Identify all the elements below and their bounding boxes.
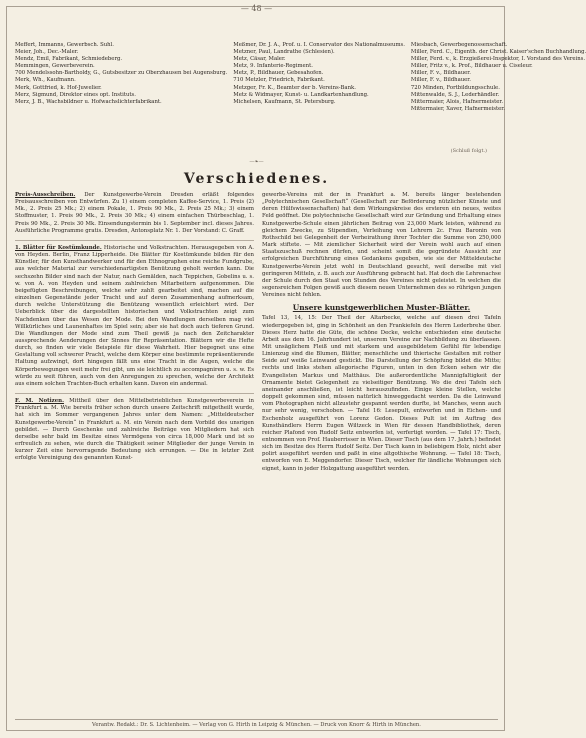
member-entry: Miller, Ferd. v., k. Erzgießerei-Inspektor, I. Vorstand des Vereins. <box>410 56 586 63</box>
page-number: — 48 — <box>240 4 273 13</box>
member-entry: Metz, Cäsar, Maler. <box>233 56 286 63</box>
book-text: Historische und Volkstrachten. Herausgegeben von A. von Heyden. Berlin, Franz Lipperheide. Die Blätter für Kostümkunde bilden für den Künstler, für den Kunsthandwerker und für den Ethnographen eine reiche Fundgrube, aus welcher Material zur verschiedenartigsten Benützung geholt werden kann. Die sechszehn Bilder sind nach der Natur, nach Gemälden, nach Teppichen, Gobelins u. s. w. von A. von Heyden und seinem zahlreichen Mitarbeitern aufgenommen. Die beigefügten Beschreibungen, welche sehr zahlt gearbeitet sind, machen auf die einzelnen Gegenstände jeder Tracht und auf deren Zusammenhang aufmerksam, durch welche Unterstützung die Benützung wesentlich erleichtert wird. Der Ueberblick über die dargestellten historischen und Volkstrachten zeigt zum Nachdenken über das Wesen der Mode. Bei den Wandlungen derselben mag viel Willkürliches und Launenhaftes im Spiel sein; aber sie hat doch auch tieferen Grund. Die Wandlungen der Mode sind zum Theil gewiß ja nach den Zeitcharakter aussprechende Aenderungen der Sinnes für Repräsentation. Blättern wir die Hefte durch, so finden wir viele Beispiele für diese Wahrheit. Hier begegnet uns eine Gestaltung voll schwerer Pracht, welche dem Körper eine bestimmte repräsentierende Haltung aufzwingt, dort hingegen fällt uns eine Tracht in die Augen, welche die Körperbewegungen weit mehr frei gibt, um sie leichtlich zu accompagniren u. s. w. Es würde zu weit führen, auch von den Anregungen zu sprechen, welche der Architekt aus einem solchen Trachten-Buch erhalten kann. Davon ein andermal. <box>15 244 254 387</box>
member-entry: Miller, Fritz v., k. Prof., Bildhauer u. Ciseleur. <box>410 63 533 70</box>
member-entry: 720 Minden, Fortbildungsschule. <box>410 84 500 91</box>
member-entry: Metz, P., Bildhauer, Gebesahofen. <box>233 70 324 77</box>
notes-heading: F. M. Notizen. <box>15 398 64 405</box>
member-entry: Mittermaier, Xaver, Hafnermeister. <box>410 105 505 112</box>
member-entry: 710 Metzler, Friedrich, Fabrikant. <box>233 77 325 84</box>
member-entry: Michelsen, Kaufmann, St. Petersburg. <box>233 98 336 105</box>
section-title: Verschiedenes. <box>183 171 330 187</box>
member-list-column-1 <box>15 42 227 113</box>
member-entry: Mendz, Emil, Fabrikant, Schmiedeberg. <box>15 56 123 63</box>
models-heading: Unsere kunstgewerblichen Muster-Blätter. <box>292 303 471 313</box>
prize-heading: Preis-Ausschreiben. <box>15 192 76 198</box>
book-paragraph <box>15 245 254 388</box>
member-entry: 700 Mendelssohn-Bartholdy, G., Gutsbesitzer zu Oberzhausen bei Augensburg. <box>15 70 228 77</box>
member-entry: Metz, 9. Infanterie-Regiment. <box>233 63 313 70</box>
divider <box>15 240 254 241</box>
member-entry: Meßmer, Dr. J. A., Prof. u. I. Conservator des Nationalmuseums. <box>233 42 405 48</box>
prize-text: Der Kunstgewerbe-Verein Dresden erläßt folgendes Preisausschreiben von Entwürfen. Zu 1) einem completen Kaffee-Service, 1. Preis (2) Mk., 2. Preis 25 Mk.; 2) einem Pokale, 1. Preis 90 Mk., 2. Preis 25 Mk.; 3) einem Stoffmuster, 1. Preis 90 Mk., 2. Preis 30 Mk.; 4) einem einfachen Thürbeschlag, 1. Preis 90 Mk., 2. Preis 30 Mk. Einsendungstermin bis 1. September incl. dieses Jahres. Ausführliche Programme gratis. Dresden, Antonsplatz Nr. 1. Der Vorstand: C. Graff. <box>15 192 254 234</box>
divider <box>15 393 254 394</box>
member-entry: Merz, J. B., Wachsbildner u. Hofwachslichterfabrikant. <box>15 98 162 105</box>
member-list <box>15 42 586 113</box>
notes-text: Mittheil über den Mittelbetrieblichen Kunstgewerbeverein in Frankfurt a. M. Wie bereits früher schon durch unsere Zeitschrift mitgetheilt wurde, hat sich im Sommer vergangenen Jahres unter dem Namen: „Mitteldeutscher Kunstgewerbe-Verein“ in Frankfurt a. M. ein Verein nach dem Vorbild des unsrigen gebildet. — Durch Geschenke und zahlreiche Beiträge von Mitgliedern hat sich derselbe sehr bald im Besitze eines Vermögens von circa 18,000 Mark und ist so erfreulich zu sehen, wie durch die Thätigkeit seiner Mitglieder der junge Verein in kurzer Zeit eine hervorragende Bedeutung sich errungen. — Die in letzter Zeit erfolgte Vereinigung des genannten Kunst- <box>15 398 255 462</box>
member-entry: Mittermaier, Alois, Hafnermeister. <box>410 98 504 105</box>
member-entry: Metzner, Paul, Landrathe (Schlesien). <box>233 49 335 56</box>
continuation-note: (Schluß folgt.) <box>450 148 487 154</box>
left-column <box>15 192 254 473</box>
ornament: —❧— <box>249 159 264 165</box>
member-list-column-2 <box>233 42 405 113</box>
member-entry: Memmingen, Gewerbeverein. <box>15 63 95 70</box>
member-entry: Mittenwalde, S. J., Lederhändler. <box>410 91 500 98</box>
notes-paragraph <box>15 398 254 462</box>
member-entry: Metz & Widmayer, Kunst- u. Landkartenhandlung. <box>233 91 369 98</box>
continued-paragraph: gewerbe-Vereins mit der in Frankfurt a. M. bereits länger bestehenden „Polytechnischen Gesellschaft“ (Gesellschaft zur Beförderung nützlicher Künste und deren Hülfswissenschaften) hat dem Wirkungskreise des ersteren ein neues, weites Feld geöffnet. Die polytechnische Gesellschaft wird zur Gründung und Erhaltung eines Kunstgewerbe-Schule einen jährlichen Beitrag von 23,000 Mark leisten, während zu gleichem Zwecke, zu Stipendien, Verleihung von Lehrern 2c. Frau Baronin von Rothschild bei Gelegenheit der Verheirathung ihrer Tochter die Summe von 250,000 Mark stiftete. — Mit ziemlicher Sicherheit wird der Verein wohl auch auf einen Staatszuschuß rechnen dürfen, und scheint somit die gegründete Aussicht zur erfolgreichen Durchführung eines Gedankens gegeben, wie sie der Mitteldeutsche Kunstgewerbe-Verein jetzt wohl in Deutschland gesucht, weil derselbe mit viel geringeren Mitteln, z. B. auch zur Ausführung gebracht hat. Hat doch die Lehrenachse der Schule durch den Staat von Stunden des Vereines nicht geleistet. In welchen die segensreichen Folgen gewiß auch diesem neuen Unternehmen des so rührigen jungen Vereines nicht fehlen. <box>262 192 501 299</box>
member-entry: Miller, F. v., Bildhauer. <box>410 70 471 77</box>
member-list-column-3 <box>411 42 586 113</box>
member-entry: Miesbach, Gewerbegenossenschaft. <box>410 42 508 48</box>
imprint-footer: Verantw. Redakt.: Dr. S. Lichtenheim. — Verlag von G. Hirth in Leipzig & München. — Druck von Knorr & Hirth in München. <box>15 719 498 728</box>
member-entry: Meier, Joh., Dec.-Maler. <box>15 49 79 56</box>
member-entry: Meffert, Immanns, Gewerbsch. Suhl. <box>15 42 114 48</box>
member-entry: Miller, Ferd. C., Eigenth. der Christ. Kaiser'schen Buchhandlung. <box>410 49 586 56</box>
member-entry: Merk, Gottfried, k. Hof-Juwelier. <box>15 84 102 91</box>
right-column <box>262 192 501 473</box>
member-entry: Merk, Wh., Kaufmann. <box>15 77 76 84</box>
member-entry: Merz, Sigmund, Direktor eines opt. Instituts. <box>15 91 136 98</box>
prize-paragraph <box>15 192 254 235</box>
book-heading: 1. Blätter für Kostümkunde. <box>15 244 102 251</box>
models-text: Tafel 13, 14, 15: Der Theil der Altarbecke, welche auf diesen drei Tafeln wiedergegeben ist, ging in Schönheit an den Frankiefeln des Herrn Lederbrehe über. Dieses Herz hatte die Güte, die schöne Decke, welche entschieden eine deutsche Arbeit aus dem 16. Jahrhundert ist, unserem Vereine zur Nachbildung zu überlassen. Mit unsäglichem Fleiß und mit starkem und ausgebildetem Gefühl für lebendige Linienzug sind die Blumen, Blätter, menschliche und thierische Gestalten mit rother Seide auf weiße Leinwand gestickt. Die Darstellung der Schöpfung bildet die Mitte; rechts und links stehen allegorische Figuren, unten in den Ecken sehen wir die Evangelisten Markus und Matthäus. Die außerordentliche Mannigfaltigkeit der Ornamente bietet Gelegenheit zu vielseitiger Benützung. Wo die drei Tafeln sich aneinander anschließen, ist leicht herauszufinden. Einige kleine Stellen, welche doppelt gekommen sind, müssen natürlich hinweggedacht werden. Da die Leinwand vom Photographen nicht allzustehr gespannt werden durfte, ist Manches, wenn auch nur sehr wenig, verschoben. — Tafel 16: Lesepult, entworfen und in Eichen- und Eschenholz ausgeführt von Lorenz Gedon. Dieses Pult ist im Auftrag des Kunsthändlers Herrn Eugen Wiltzeck in Wien für dessen Handbibliothek, deren reicher Plafond von Rudolf Seitz entworfen ist, verfertigt worden. — Tafel 17: Tisch, entnommen von Prof. Hauberrisser in Wien. Dieser Tisch (aus dem 17. Jahrh.) befindet sich im Besitze des Herrn Rudolf Seitz. Der Tisch kann in beliebigem Holz, nicht aber polirt ausgeführt werden und paßt in eine altgothische Wohnung. — Tafel 18: Tisch, entworfen von E. Meggendorfer. Dieser Tisch, welcher für ländliche Wohnungen sich eignet, kann in jeder Holzgattung ausgeführt werden. <box>262 315 501 472</box>
member-entry: Miller, F. v., Bildhauer. <box>410 77 471 84</box>
article-body <box>15 192 501 473</box>
member-entry: Metzger, Fr. K., Beamter der b. Vereins-Bank. <box>233 84 356 91</box>
